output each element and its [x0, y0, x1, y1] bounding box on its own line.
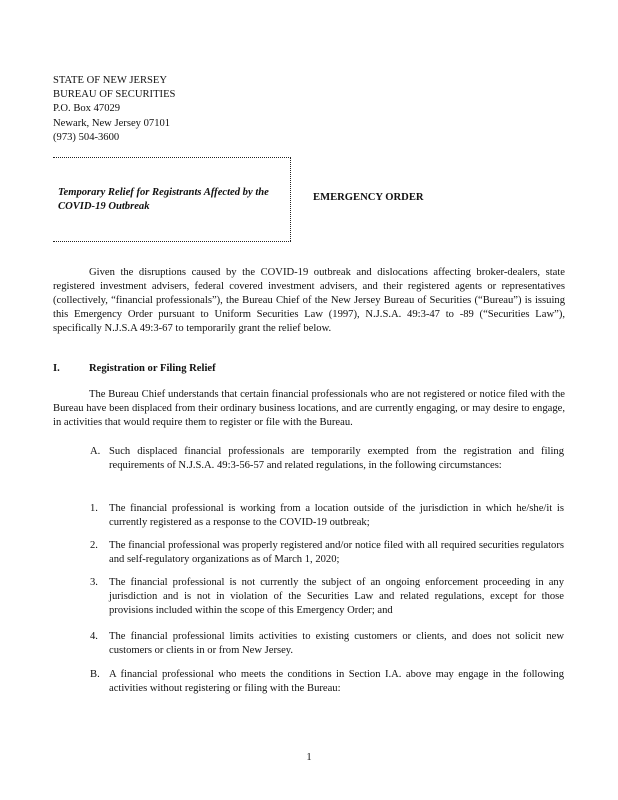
caption-bottom-rule	[53, 241, 291, 242]
list-marker: 2.	[90, 540, 98, 551]
list-text: The financial professional limits activities to existing customers or clients, and does not solicit new customers or clients in or from New Jersey.	[109, 631, 564, 657]
list-item	[90, 576, 564, 618]
list-item	[90, 630, 564, 658]
intro-paragraph: Given the disruptions caused by the COVID-19 outbreak and dislocations affecting broker-dealers, state registered investment advisers, federal covered investment advisers, and their registered agents or representatives (collectively, “financial professionals”), the Bureau Chief of the New Jersey Bureau of Securities (“Bureau”) is issuing this Emergency Order pursuant to Uniform Securities Law (1997), N.J.S.A. 49:3-47 to -89 (“Securities Law”), specifically N.J.S.A 49:3-67 to temporarily grant the relief below.	[53, 267, 565, 335]
section-heading	[53, 363, 216, 374]
list-text: A financial professional who meets the conditions in Section I.A. above may engage in the following activities without registering or filing with the Bureau:	[109, 669, 564, 695]
list-text: The financial professional is not currently the subject of an ongoing enforcement proceeding in any jurisdiction and is not in violation of the Securities Law and related regulations, except for those provisions included within the scope of this Emergency Order; and	[109, 577, 564, 617]
address-line: STATE OF NEW JERSEY	[53, 75, 168, 86]
caption-top-rule	[53, 157, 291, 158]
list-text: Such displaced financial professionals are temporarily exempted from the registration and filing requirements of N.J.S.A. 49:3-56-57 and related regulations, in the following circumstances:	[109, 446, 564, 472]
section-title: Registration or Filing Relief	[89, 363, 216, 374]
address-line: BUREAU OF SECURITIES	[53, 89, 176, 101]
list-item	[90, 668, 564, 696]
matter-caption: Temporary Relief for Registrants Affected by the COVID-19 Outbreak	[58, 187, 269, 212]
agency-address	[53, 74, 175, 145]
list-marker: B.	[90, 669, 100, 680]
section-body: The Bureau Chief understands that certain financial professionals who are not registered or notice filed with the Bureau have been displaced from their ordinary business locations, and are currently engaging, or may desire to engage, in activities that would require them to register or file with the Bureau.	[53, 389, 565, 429]
list-marker: A.	[90, 446, 101, 457]
list-text: The financial professional is working from a location outside of the jurisdiction in which he/she/it is currently registered as a response to the COVID-19 outbreak;	[109, 503, 564, 529]
address-line: (973) 504-3600	[53, 131, 120, 143]
list-item	[90, 539, 564, 567]
list-marker: 3.	[90, 577, 98, 588]
list-marker: 1.	[90, 503, 98, 514]
address-line: P.O. Box 47029	[53, 103, 121, 115]
list-item	[90, 502, 564, 530]
address-line: Newark, New Jersey 07101	[53, 117, 171, 129]
list-text: The financial professional was properly registered and/or notice filed with all required securities regulators and self-regulatory organizations as of March 1, 2020;	[109, 540, 564, 566]
page-number: 1	[306, 752, 312, 763]
list-item	[90, 445, 564, 473]
caption-vertical-rule	[290, 157, 291, 241]
section-number: I.	[53, 363, 60, 374]
order-title: EMERGENCY ORDER	[313, 192, 424, 203]
list-marker: 4.	[90, 631, 98, 642]
